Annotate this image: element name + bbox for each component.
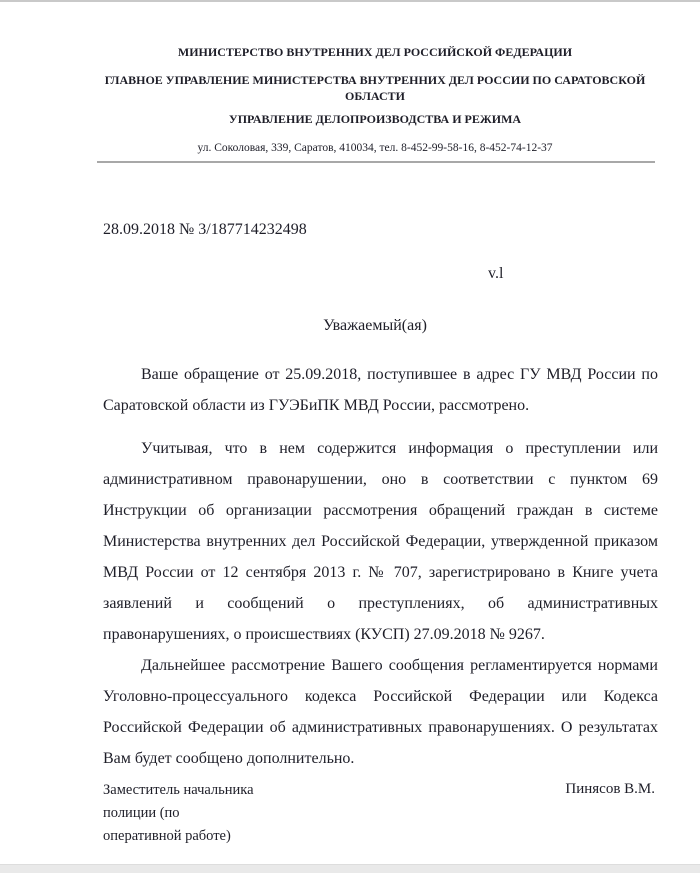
letter-body bbox=[103, 359, 658, 774]
letterhead-ministry: МИНИСТЕРСТВО ВНУТРЕННИХ ДЕЛ РОССИЙСКОЙ ФЕДЕРАЦИИ bbox=[177, 45, 573, 59]
letterhead bbox=[95, 0, 655, 155]
page-bottom-edge bbox=[0, 864, 700, 873]
version-mark: v.l bbox=[488, 265, 504, 282]
page-top-edge bbox=[0, 0, 700, 2]
signature-block bbox=[103, 779, 655, 848]
salutation: Уважаемый(ая) bbox=[323, 317, 427, 334]
signer-position bbox=[103, 779, 254, 848]
signer-position-line: полиции (по bbox=[103, 805, 180, 821]
body-paragraph: Учитывая, что в нем содержится информация о преступлении или административном правонарушении, оно в соответствии с пунктом 69 Инструкции об организации рассмотрения обращений граждан в системе Министерства внутренних дел Российской Федерации, утвержденной приказом МВД России от 12 сентября 2013 г. № 707, зарегистрировано в Книге учета заявлений и сообщений о преступлениях, об административных правонарушениях, о происшествиях (КУСП) 27.09.2018 № 9267. bbox=[103, 440, 658, 643]
header-divider bbox=[97, 161, 655, 163]
signer-position-line: оперативной работе) bbox=[103, 828, 231, 844]
body-paragraph: Дальнейшее рассмотрение Вашего сообщения регламентируется нормами Уголовно-процессуального кодекса Российской Федерации или Кодекса Российской Федерации об административных правонарушениях. О результатах Вам будет сообщено дополнительно. bbox=[103, 657, 658, 767]
letterhead-directorate: ГЛАВНОЕ УПРАВЛЕНИЕ МИНИСТЕРСТВА ВНУТРЕННИХ ДЕЛ РОССИИ ПО САРАТОВСКОЙ ОБЛАСТИ bbox=[104, 73, 646, 103]
reference-date-number: 28.09.2018 № 3/187714232498 bbox=[103, 221, 307, 238]
body-paragraph: Ваше обращение от 25.09.2018, поступившее в адрес ГУ МВД России по Саратовской области из ГУЭБиПК МВД России, рассмотрено. bbox=[103, 366, 658, 414]
signer-name: Пинясов В.М. bbox=[565, 781, 655, 797]
letterhead-department: УПРАВЛЕНИЕ ДЕЛОПРОИЗВОДСТВА И РЕЖИМА bbox=[228, 112, 522, 126]
signer-position-line: Заместитель начальника bbox=[103, 782, 254, 798]
letterhead-address: ул. Соколовая, 339, Саратов, 410034, тел. 8-452-99-58-16, 8-452-74-12-37 bbox=[197, 142, 553, 154]
